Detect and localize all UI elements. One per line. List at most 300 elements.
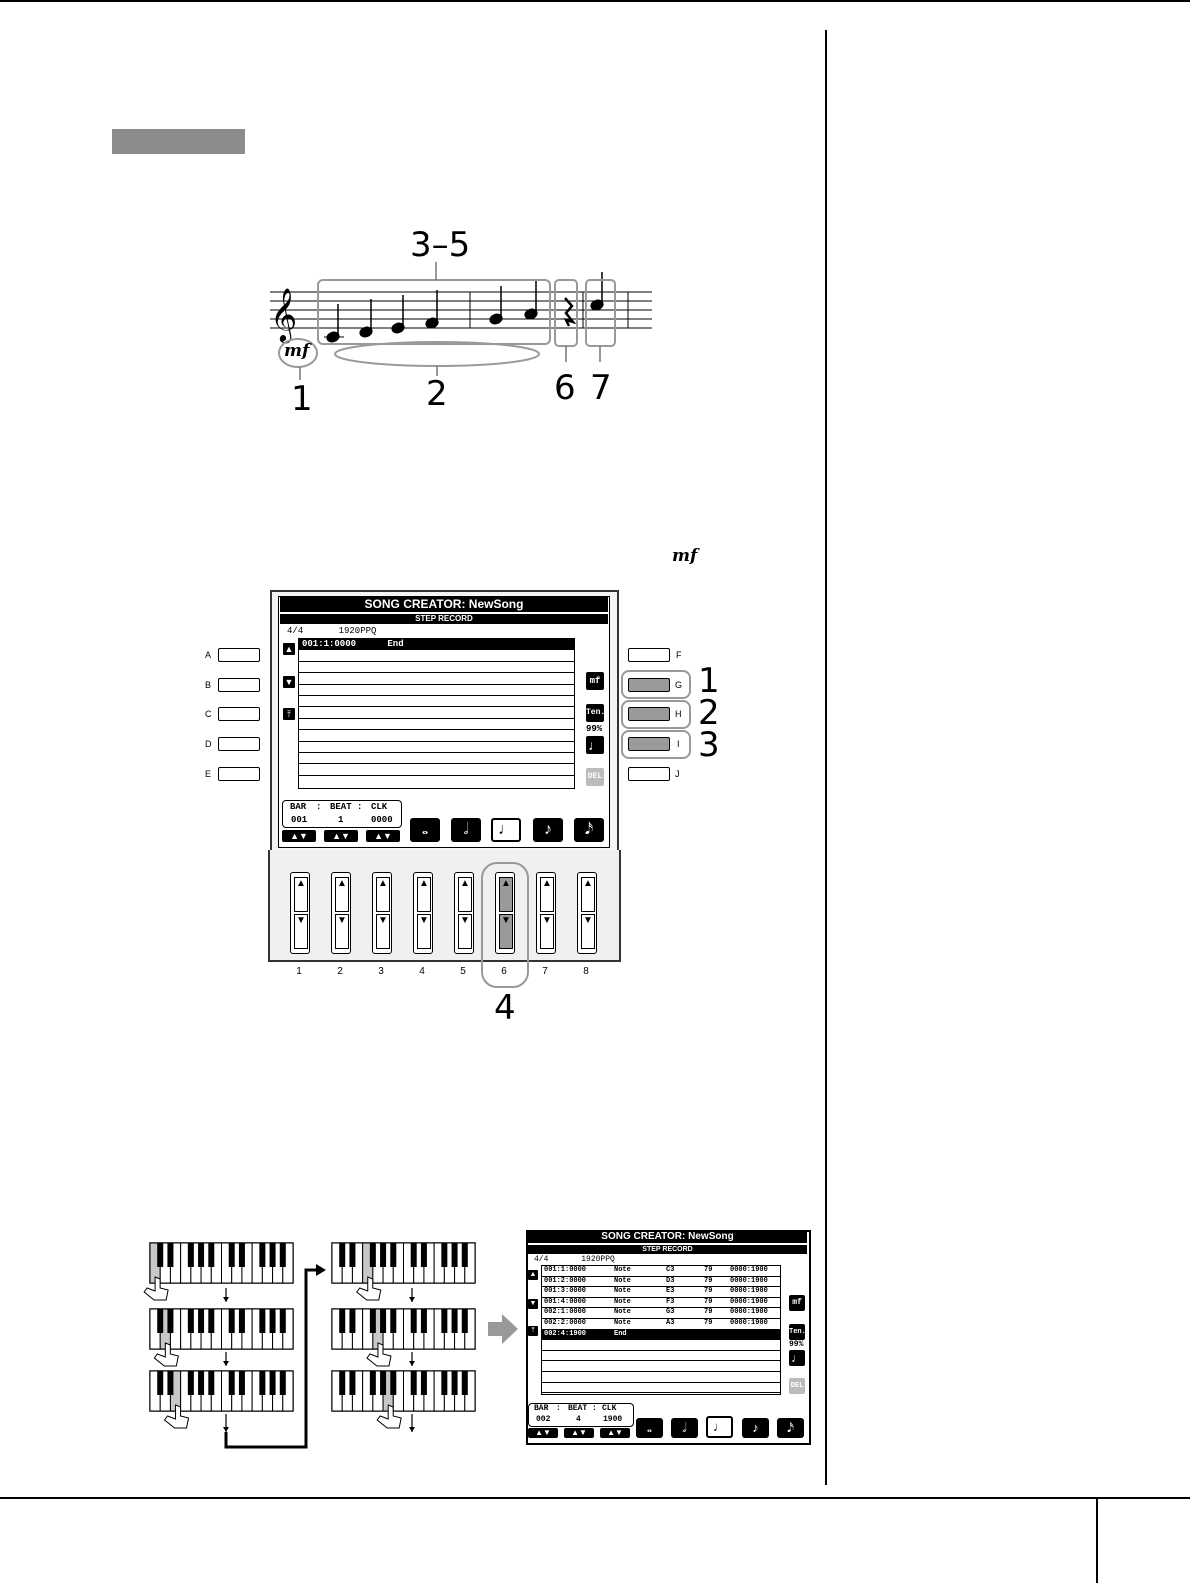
slider-up-icon[interactable]: ▲	[417, 877, 431, 912]
white-key	[404, 1309, 414, 1349]
event-pos: 001:3:0000	[544, 1287, 587, 1296]
button-label-i: I	[677, 739, 680, 749]
black-key	[229, 1243, 235, 1267]
white-key	[160, 1371, 170, 1411]
black-key	[208, 1243, 214, 1267]
screen-info	[534, 1255, 615, 1264]
keyboard-c	[144, 1243, 293, 1300]
hand-pointer-icon	[377, 1405, 401, 1428]
list-item[interactable]	[542, 1372, 780, 1383]
slider-button-5[interactable]	[454, 872, 474, 954]
gate-time-icon[interactable]: Ten.	[586, 704, 604, 722]
white-key	[455, 1309, 465, 1349]
white-key	[222, 1309, 232, 1349]
white-key	[191, 1309, 201, 1349]
slider-down-icon[interactable]: ▼	[458, 914, 472, 949]
white-key	[383, 1243, 393, 1283]
white-key	[332, 1309, 342, 1349]
slider-button-7[interactable]	[536, 872, 556, 954]
result-arrow-icon	[488, 1314, 518, 1344]
black-key	[462, 1309, 468, 1333]
slider-button-8[interactable]	[577, 872, 597, 954]
keyboard-e	[150, 1371, 293, 1428]
treble-clef-icon: 𝄞	[270, 287, 298, 341]
hand-pointer-icon	[357, 1277, 381, 1300]
velocity-mf-icon[interactable]: mf	[789, 1295, 805, 1311]
white-key	[424, 1309, 434, 1349]
resolution: 1920PPQ	[581, 1255, 615, 1264]
black-key	[441, 1371, 447, 1395]
gate-time-value: 99%	[789, 1340, 804, 1349]
black-key	[259, 1243, 265, 1267]
black-key	[370, 1243, 376, 1267]
white-key	[283, 1309, 293, 1349]
button-d[interactable]	[218, 737, 260, 751]
white-key	[434, 1309, 444, 1349]
white-key	[170, 1243, 180, 1283]
slider-button-4[interactable]	[413, 872, 433, 954]
white-key	[342, 1243, 352, 1283]
list-item[interactable]	[542, 1383, 780, 1394]
black-key	[167, 1371, 173, 1395]
button-label-j: J	[675, 769, 680, 779]
list-item[interactable]	[299, 707, 574, 718]
slider-down-icon[interactable]: ▼	[581, 914, 595, 949]
black-key	[411, 1371, 417, 1395]
white-key	[404, 1371, 414, 1411]
whole-note-button[interactable]: 𝅝	[636, 1418, 663, 1438]
bar-label: BAR	[290, 802, 307, 812]
resolution: 1920PPQ	[338, 626, 377, 636]
hand-pointer-icon	[144, 1277, 168, 1300]
white-key	[150, 1371, 160, 1411]
slider-up-icon[interactable]: ▲	[376, 877, 390, 912]
beat-updown-button[interactable]: ▲▼	[324, 830, 358, 842]
black-key	[370, 1309, 376, 1333]
screen-subtitle: STEP RECORD	[528, 1245, 807, 1254]
white-key	[201, 1371, 211, 1411]
slider-up-icon[interactable]: ▲	[499, 877, 513, 912]
screen-title: SONG CREATOR: NewSong	[528, 1231, 807, 1243]
black-key	[411, 1309, 417, 1333]
white-key	[262, 1243, 272, 1283]
velocity-mf-icon[interactable]: mf	[586, 672, 604, 690]
event-note: E3	[666, 1287, 675, 1296]
black-key	[229, 1371, 235, 1395]
slider-up-icon[interactable]: ▲	[540, 877, 554, 912]
black-key	[349, 1371, 355, 1395]
event-type: Note	[614, 1308, 631, 1317]
staff-svg	[0, 0, 1190, 420]
black-key	[421, 1243, 427, 1267]
white-key	[434, 1371, 444, 1411]
white-key	[191, 1243, 201, 1283]
time-signature: 4/4	[287, 626, 304, 636]
white-key	[414, 1309, 424, 1349]
list-item[interactable]	[299, 742, 574, 753]
black-key	[188, 1371, 194, 1395]
button-label-h: H	[675, 709, 682, 719]
list-item[interactable]	[542, 1298, 780, 1309]
event-pos: 002:1:0000	[544, 1308, 587, 1317]
black-key	[462, 1243, 468, 1267]
scroll-top-icon[interactable]: ⤒	[528, 1326, 538, 1336]
list-item[interactable]	[542, 1361, 780, 1372]
highlight-h	[621, 700, 691, 729]
list-item[interactable]	[299, 719, 574, 730]
event-type: Note	[614, 1318, 631, 1327]
slider-up-icon[interactable]: ▲	[294, 877, 308, 912]
event-gate: 0000:1900	[730, 1297, 768, 1306]
callout-panel-3: 3	[698, 725, 720, 765]
white-key	[232, 1371, 242, 1411]
slider-down-icon[interactable]: ▼	[294, 914, 308, 949]
keyboard-f	[332, 1243, 475, 1300]
bar-value: 002	[536, 1415, 551, 1424]
quarter-note-icon[interactable]: ♩	[791, 1351, 803, 1365]
white-key	[181, 1371, 191, 1411]
white-key	[252, 1243, 262, 1283]
delete-icon[interactable]: DEL	[789, 1378, 805, 1394]
hand-pointer-icon	[367, 1343, 391, 1366]
black-key	[157, 1371, 163, 1395]
white-key	[363, 1309, 373, 1349]
slider-down-icon[interactable]: ▼	[376, 914, 390, 949]
button-label-c: C	[205, 709, 212, 719]
clk-label: CLK	[602, 1404, 617, 1413]
black-key	[452, 1309, 458, 1333]
black-key	[421, 1371, 427, 1395]
button-label-d: D	[205, 739, 212, 749]
bar-updown-button[interactable]: ▲▼	[528, 1428, 558, 1438]
callout-panel-1: 1	[698, 661, 720, 701]
black-key	[349, 1243, 355, 1267]
white-key	[434, 1243, 444, 1283]
list-item[interactable]	[542, 1266, 780, 1277]
sixteenth-note-button[interactable]: 𝅘𝅥𝅯	[777, 1418, 804, 1438]
white-key	[211, 1243, 221, 1283]
quarter-note-icon[interactable]: ♩	[588, 737, 602, 753]
black-key	[198, 1309, 204, 1333]
button-e[interactable]	[218, 767, 260, 781]
black-key	[411, 1243, 417, 1267]
quarter-note-button[interactable]: ♩	[706, 1416, 733, 1438]
bar-value: 001	[291, 815, 308, 825]
black-key	[452, 1243, 458, 1267]
white-key	[283, 1243, 293, 1283]
event-vel: 79	[704, 1276, 713, 1285]
clk-updown-button[interactable]: ▲▼	[600, 1428, 630, 1438]
list-item[interactable]	[299, 685, 574, 696]
white-key	[352, 1243, 362, 1283]
footer-rule	[0, 1497, 1190, 1499]
button-label-e: E	[205, 769, 212, 779]
beat-label: BEAT	[568, 1404, 588, 1413]
white-key	[393, 1243, 403, 1283]
slider-down-icon[interactable]: ▼	[417, 914, 431, 949]
slider-down-icon[interactable]: ▼	[540, 914, 554, 949]
slider-number: 5	[460, 966, 466, 977]
clk-label: CLK	[371, 802, 388, 812]
beat-updown-button[interactable]: ▲▼	[564, 1428, 594, 1438]
keyboard-g	[332, 1309, 475, 1366]
time-signature: 4/4	[534, 1255, 549, 1264]
event-note: G3	[666, 1308, 675, 1317]
list-item[interactable]	[299, 639, 574, 650]
event-note: A3	[666, 1318, 675, 1327]
white-key	[455, 1371, 465, 1411]
callout-step-2: 2	[426, 374, 448, 414]
button-f[interactable]	[628, 648, 670, 662]
callout-step-1: 1	[291, 379, 313, 419]
event-note: D3	[666, 1276, 675, 1285]
black-key	[390, 1243, 396, 1267]
list-item[interactable]	[542, 1330, 780, 1341]
eighth-note-button[interactable]: ♪	[742, 1418, 769, 1438]
event-gate: 0000:1900	[730, 1287, 768, 1296]
slider-number: 8	[583, 966, 589, 977]
list-item[interactable]	[542, 1340, 780, 1351]
white-key	[273, 1309, 283, 1349]
slider-up-icon[interactable]: ▲	[335, 877, 349, 912]
white-key	[424, 1371, 434, 1411]
white-key	[332, 1371, 342, 1411]
white-key	[393, 1371, 403, 1411]
slider-down-icon[interactable]: ▼	[335, 914, 349, 949]
eighth-note-button[interactable]: ♪	[533, 818, 563, 842]
white-key	[170, 1371, 180, 1411]
event-list[interactable]	[541, 1265, 781, 1395]
black-key	[229, 1309, 235, 1333]
white-key	[383, 1309, 393, 1349]
slider-number: 1	[296, 966, 302, 977]
black-key	[188, 1309, 194, 1333]
quarter-note-button[interactable]: ♩	[491, 818, 521, 842]
keyboard-d	[150, 1309, 293, 1366]
callout-step-6: 6	[554, 368, 576, 408]
black-key	[157, 1309, 163, 1333]
separator: :	[316, 802, 322, 812]
white-key	[242, 1371, 252, 1411]
scroll-up-icon[interactable]: ▲	[529, 1271, 537, 1278]
slider-button-1[interactable]	[290, 872, 310, 954]
event-pos: 002:4:1900	[544, 1329, 587, 1338]
white-key	[170, 1309, 180, 1349]
scroll-top-icon[interactable]: ⤒	[283, 708, 295, 720]
beat-label: BEAT	[330, 802, 352, 812]
list-item[interactable]	[299, 730, 574, 741]
slider-button-2[interactable]	[331, 872, 351, 954]
black-key	[239, 1371, 245, 1395]
white-key	[342, 1371, 352, 1411]
black-key	[208, 1309, 214, 1333]
event-type: Note	[614, 1297, 631, 1306]
white-key	[262, 1371, 272, 1411]
black-key	[239, 1243, 245, 1267]
event-pos: 002:2:0000	[544, 1318, 587, 1327]
white-key	[150, 1309, 160, 1349]
slider-button-3[interactable]	[372, 872, 392, 954]
black-key	[462, 1371, 468, 1395]
footer-divider	[1096, 1497, 1098, 1583]
white-key	[232, 1243, 242, 1283]
white-key	[383, 1371, 393, 1411]
white-key	[181, 1243, 191, 1283]
highlight-i	[621, 730, 691, 759]
button-j[interactable]	[628, 767, 670, 781]
mf-inline-mark: mf	[672, 546, 698, 566]
black-key	[441, 1309, 447, 1333]
white-key	[332, 1243, 342, 1283]
hand-pointer-icon	[165, 1405, 189, 1428]
slider-number: 3	[378, 966, 384, 977]
white-key	[393, 1309, 403, 1349]
black-key	[259, 1309, 265, 1333]
black-key	[270, 1371, 276, 1395]
scroll-down-icon[interactable]: ▼	[529, 1300, 537, 1307]
event-vel: 79	[704, 1308, 713, 1317]
event-note: F3	[666, 1297, 675, 1306]
button-label-a: A	[205, 650, 212, 660]
bar-label: BAR	[534, 1404, 549, 1413]
black-key	[370, 1371, 376, 1395]
black-key	[270, 1243, 276, 1267]
black-key	[339, 1309, 345, 1333]
white-key	[252, 1371, 262, 1411]
white-key	[373, 1371, 383, 1411]
event-type: End	[387, 639, 404, 649]
white-key	[283, 1371, 293, 1411]
event-type: End	[614, 1329, 627, 1338]
event-position: 001:1:0000	[302, 639, 357, 649]
list-item[interactable]	[299, 673, 574, 684]
slider-number: 7	[542, 966, 548, 977]
white-key	[342, 1309, 352, 1349]
event-type: Note	[614, 1266, 631, 1274]
quarter-rest-icon	[565, 298, 573, 326]
black-key	[452, 1371, 458, 1395]
button-c[interactable]	[218, 707, 260, 721]
half-note-button[interactable]: 𝅗𝅥	[451, 818, 481, 842]
event-pos: 001:2:0000	[544, 1276, 587, 1285]
hand-pointer-icon	[154, 1343, 178, 1366]
list-item[interactable]	[542, 1287, 780, 1298]
list-item[interactable]	[299, 696, 574, 707]
white-key	[222, 1243, 232, 1283]
bar-updown-button[interactable]: ▲▼	[282, 830, 316, 842]
sixteenth-note-button[interactable]: 𝅘𝅥𝅯	[574, 818, 604, 842]
event-list[interactable]	[298, 638, 575, 789]
black-key	[390, 1371, 396, 1395]
event-gate: 0000:1900	[730, 1308, 768, 1317]
highlight-slider-6	[481, 862, 529, 988]
white-key	[444, 1371, 454, 1411]
list-item[interactable]	[299, 662, 574, 673]
white-key	[465, 1309, 475, 1349]
white-key	[414, 1371, 424, 1411]
white-key	[273, 1371, 283, 1411]
white-key	[222, 1371, 232, 1411]
white-key	[373, 1243, 383, 1283]
slider-up-icon[interactable]: ▲	[458, 877, 472, 912]
black-key	[208, 1371, 214, 1395]
list-item[interactable]	[542, 1319, 780, 1330]
keyboard-a	[332, 1371, 475, 1428]
black-key	[259, 1371, 265, 1395]
list-item[interactable]	[542, 1351, 780, 1362]
clk-value: 1900	[603, 1415, 623, 1424]
black-key	[441, 1243, 447, 1267]
event-vel: 79	[704, 1297, 713, 1306]
slider-number: 4	[419, 966, 425, 977]
black-key	[167, 1243, 173, 1267]
callout-step-7: 7	[590, 368, 612, 408]
screen-info	[287, 626, 406, 636]
white-key	[242, 1309, 252, 1349]
white-key	[242, 1243, 252, 1283]
button-label-b: B	[205, 680, 212, 690]
white-key	[232, 1309, 242, 1349]
black-key	[157, 1243, 163, 1267]
event-type: Note	[614, 1287, 631, 1296]
button-b[interactable]	[218, 678, 260, 692]
white-key	[373, 1309, 383, 1349]
event-pos: 001:1:0000	[544, 1266, 587, 1274]
white-key	[211, 1309, 221, 1349]
black-key	[380, 1243, 386, 1267]
event-vel: 79	[704, 1287, 713, 1296]
clk-updown-button[interactable]: ▲▼	[366, 830, 400, 842]
white-key	[201, 1309, 211, 1349]
white-key	[455, 1243, 465, 1283]
list-item[interactable]	[542, 1308, 780, 1319]
black-key	[280, 1309, 286, 1333]
gate-time-value: 99%	[586, 724, 603, 734]
list-item[interactable]	[299, 764, 574, 775]
gate-time-icon[interactable]: Ten.	[789, 1324, 805, 1340]
slider-down-icon[interactable]: ▼	[499, 914, 513, 949]
black-key	[198, 1371, 204, 1395]
mf-dynamic-mark: mf	[284, 341, 310, 361]
black-key	[339, 1371, 345, 1395]
list-item[interactable]	[299, 650, 574, 661]
white-key	[273, 1243, 283, 1283]
white-key	[363, 1243, 373, 1283]
white-key	[160, 1243, 170, 1283]
beat-value: 1	[338, 815, 344, 825]
half-note-button[interactable]: 𝅗𝅥	[671, 1418, 698, 1438]
slider-up-icon[interactable]: ▲	[581, 877, 595, 912]
list-item[interactable]	[299, 776, 574, 787]
white-key	[191, 1371, 201, 1411]
button-a[interactable]	[218, 648, 260, 662]
list-item[interactable]	[542, 1277, 780, 1288]
event-pos: 001:4:0000	[544, 1297, 587, 1306]
black-key	[188, 1243, 194, 1267]
black-key	[421, 1309, 427, 1333]
whole-note-button[interactable]: 𝅝	[410, 818, 440, 842]
scroll-down-icon[interactable]: ▼	[284, 677, 294, 687]
screen-subtitle: STEP RECORD	[280, 614, 608, 624]
list-item[interactable]	[299, 753, 574, 764]
delete-icon[interactable]: DEL	[586, 768, 604, 786]
callout-panel-2: 2	[698, 693, 720, 733]
separator: :	[592, 1404, 597, 1413]
black-key	[280, 1371, 286, 1395]
scroll-up-icon[interactable]: ▲	[284, 644, 294, 654]
white-key	[465, 1243, 475, 1283]
white-key	[160, 1309, 170, 1349]
